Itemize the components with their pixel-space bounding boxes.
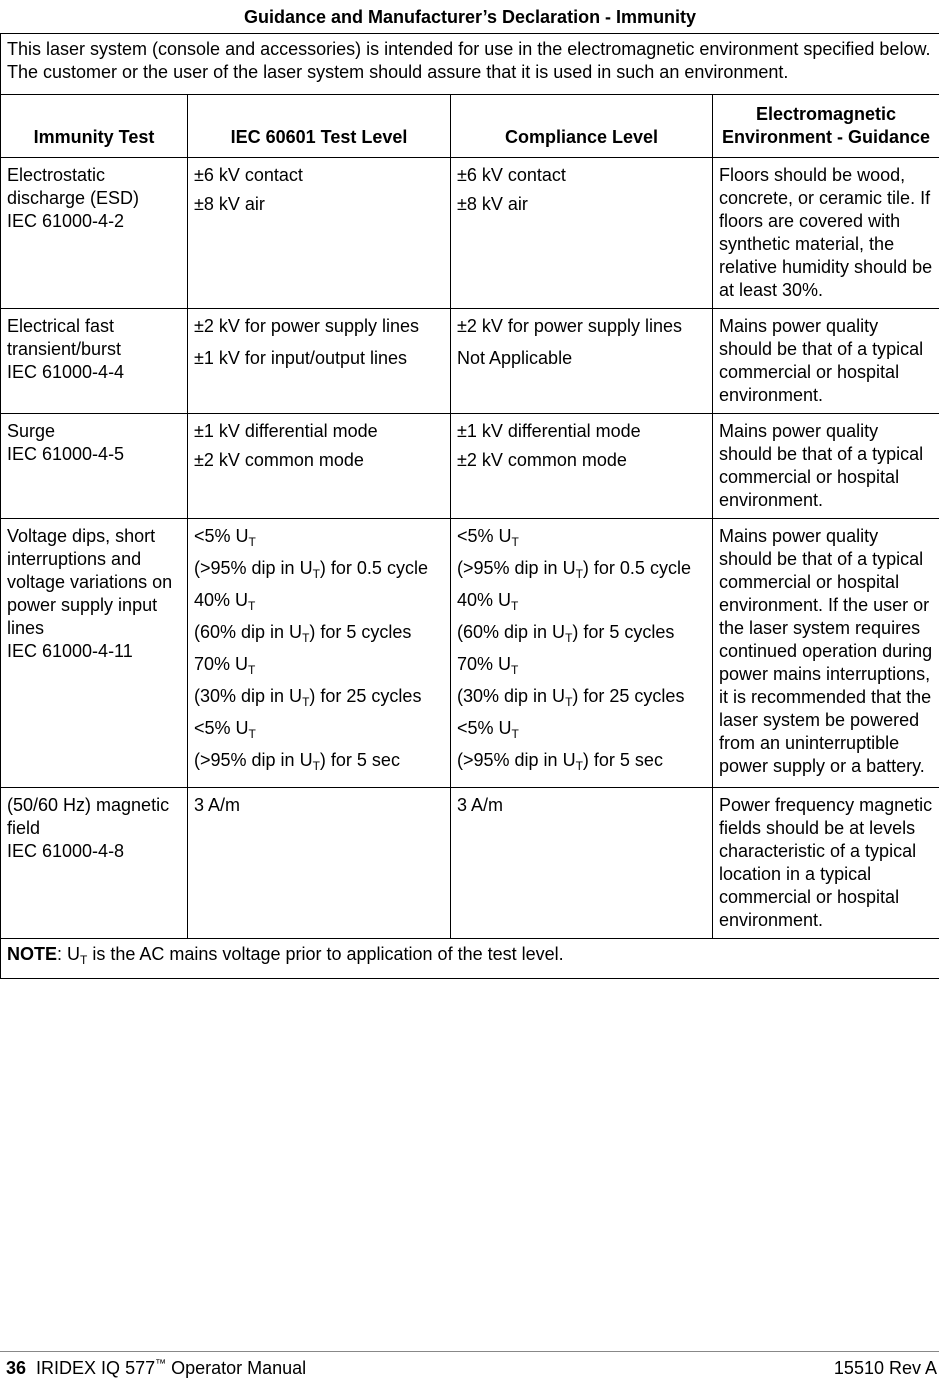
level-value: (30% dip in $U_T$) for 25 cycles xyxy=(194,685,444,708)
header-immunity-test: Immunity Test xyxy=(1,95,188,158)
cell-guidance: Mains power quality should be that of a typical commercial or hospital environment. If the user or the laser system requires continued operation during power mains interruptions, it is recommended that the laser system be powered from an uninterruptible power supply or a battery. xyxy=(713,519,939,788)
test-name: Voltage dips, short interruptions and voltage variations on power supply input lines xyxy=(7,525,181,640)
header-environment: Electromagnetic Environment - Guidance xyxy=(713,95,939,158)
product-name: IRIDEX IQ 577 xyxy=(36,1358,155,1378)
table-row xyxy=(1,309,939,414)
cell-test xyxy=(1,309,188,414)
cell-guidance: Floors should be wood, concrete, or ceramic tile. If floors are covered with synthetic material, the relative humidity should be at least 30%. xyxy=(713,158,939,309)
cell-level xyxy=(188,519,451,788)
cell-level xyxy=(188,414,451,519)
compliance-value: (30% dip in $U_T$) for 25 cycles xyxy=(457,685,706,708)
cell-guidance: Mains power quality should be that of a typical commercial or hospital environment. xyxy=(713,309,939,414)
compliance-value: ±2 kV for power supply lines xyxy=(457,315,706,338)
test-standard: IEC 61000-4-5 xyxy=(7,443,181,466)
level-value: (>95% dip in $U_T$) for 5 sec xyxy=(194,749,444,772)
level-value: ±6 kV contact xyxy=(194,164,444,187)
table-row xyxy=(1,414,939,519)
test-standard: IEC 61000-4-11 xyxy=(7,640,181,663)
test-name: Electrical fast transient/burst xyxy=(7,315,181,361)
cell-level xyxy=(188,158,451,309)
compliance-value: ±2 kV common mode xyxy=(457,449,706,472)
compliance-value: <5% $U_T$ xyxy=(457,717,706,740)
trademark-symbol: ™ xyxy=(155,1358,166,1370)
compliance-value: Not Applicable xyxy=(457,347,706,370)
cell-compliance xyxy=(451,519,713,788)
compliance-value: ±1 kV differential mode xyxy=(457,420,706,443)
compliance-value: 40% $U_T$ xyxy=(457,589,706,612)
level-value: ±2 kV common mode xyxy=(194,449,444,472)
compliance-value: (60% dip in $U_T$) for 5 cycles xyxy=(457,621,706,644)
test-name: (50/60 Hz) magnetic field xyxy=(7,794,181,840)
note-subscript: T xyxy=(80,953,87,967)
level-value: 70% $U_T$ xyxy=(194,653,444,676)
table-row xyxy=(1,158,939,309)
cell-level xyxy=(188,309,451,414)
note-text: is the AC mains voltage prior to application of the test level. xyxy=(87,944,563,964)
level-value: 3 A/m xyxy=(194,794,444,817)
page-footer xyxy=(0,1351,939,1380)
footer-left xyxy=(6,1358,306,1379)
cell-guidance: Power frequency magnetic fields should be at levels characteristic of a typical location in a typical commercial or hospital environment. xyxy=(713,788,939,939)
page-number: 36 xyxy=(6,1358,26,1378)
compliance-value: 70% $U_T$ xyxy=(457,653,706,676)
table-row xyxy=(1,788,939,939)
level-value: <5% $U_T$ xyxy=(194,717,444,740)
cell-compliance xyxy=(451,309,713,414)
note-row xyxy=(1,939,939,979)
document-id: 15510 Rev A xyxy=(834,1358,937,1379)
level-value: (60% dip in $U_T$) for 5 cycles xyxy=(194,621,444,644)
level-value: (>95% dip in $U_T$) for 0.5 cycle xyxy=(194,557,444,580)
table-title: Guidance and Manufacturer’s Declaration - Immunity xyxy=(1,0,939,34)
cell-test xyxy=(1,414,188,519)
compliance-value: (>95% dip in $U_T$) for 0.5 cycle xyxy=(457,557,706,580)
cell-compliance xyxy=(451,414,713,519)
level-value: ±1 kV differential mode xyxy=(194,420,444,443)
test-standard: IEC 61000-4-2 xyxy=(7,210,181,233)
header-row xyxy=(1,95,939,158)
level-value: ±2 kV for power supply lines xyxy=(194,315,444,338)
test-standard: IEC 61000-4-8 xyxy=(7,840,181,863)
intro-text: This laser system (console and accessories) is intended for use in the electromagnetic environment specified below. The customer or the user of the laser system should assure that it is used in such an environment. xyxy=(1,34,939,95)
product-suffix: Operator Manual xyxy=(166,1358,306,1378)
intro-row xyxy=(1,34,939,95)
header-compliance: Compliance Level xyxy=(451,95,713,158)
compliance-value: (>95% dip in $U_T$) for 5 sec xyxy=(457,749,706,772)
compliance-value: ±6 kV contact xyxy=(457,164,706,187)
compliance-value: 3 A/m xyxy=(457,794,706,817)
compliance-value: <5% $U_T$ xyxy=(457,525,706,548)
level-value: ±8 kV air xyxy=(194,193,444,216)
cell-compliance xyxy=(451,788,713,939)
test-standard: IEC 61000-4-4 xyxy=(7,361,181,384)
table-note xyxy=(1,939,939,979)
title-row xyxy=(1,0,939,34)
cell-test xyxy=(1,158,188,309)
compliance-value: ±8 kV air xyxy=(457,193,706,216)
test-name: Surge xyxy=(7,420,181,443)
note-label: NOTE xyxy=(7,944,57,964)
level-value: ±1 kV for input/output lines xyxy=(194,347,444,370)
cell-compliance xyxy=(451,158,713,309)
level-value: 40% $U_T$ xyxy=(194,589,444,612)
level-value: <5% $U_T$ xyxy=(194,525,444,548)
cell-guidance: Mains power quality should be that of a typical commercial or hospital environment. xyxy=(713,414,939,519)
test-name: Electrostatic discharge (ESD) xyxy=(7,164,181,210)
cell-test xyxy=(1,788,188,939)
cell-test xyxy=(1,519,188,788)
cell-level xyxy=(188,788,451,939)
table-row xyxy=(1,519,939,788)
header-test-level: IEC 60601 Test Level xyxy=(188,95,451,158)
note-text: : U xyxy=(57,944,80,964)
